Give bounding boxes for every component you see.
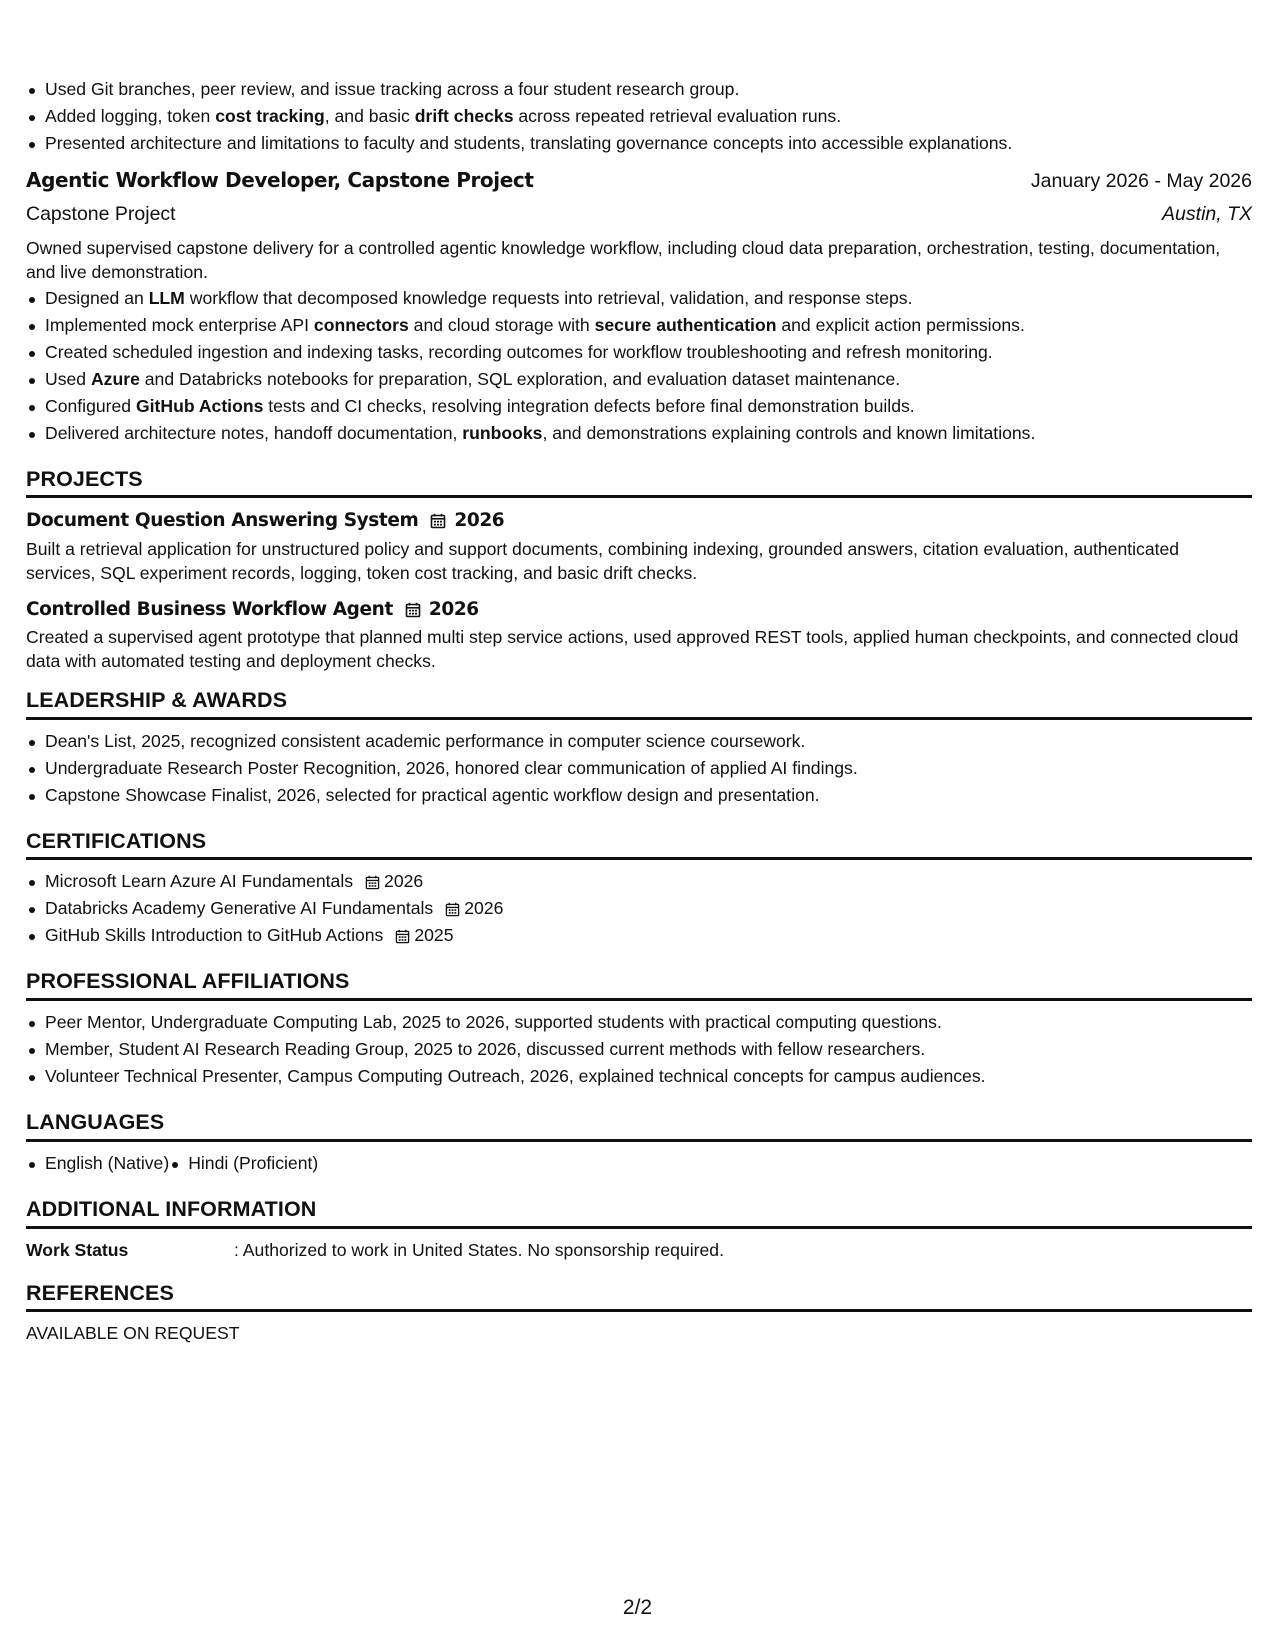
page-number: 2/2 — [622, 1596, 653, 1619]
project-entry — [26, 508, 1252, 585]
work-status-row — [26, 1239, 1252, 1263]
section-heading-projects: PROJECTS — [26, 467, 1252, 499]
calendar-icon — [430, 513, 446, 529]
list-item: Capstone Showcase Finalist, 2026, selected for practical agentic workflow design and presentation. — [26, 784, 1252, 811]
calendar-icon — [405, 602, 421, 618]
project-description: Created a supervised agent prototype that planned multi step service actions, used approved REST tools, applied human checkpoints, and connected cloud data with automated testing and deployment checks. — [26, 627, 1239, 672]
job-title: Agentic Workflow Developer, Capstone Project — [26, 168, 534, 192]
bullet-item: Used Azure and Databricks notebooks for preparation, SQL exploration, and evaluation dataset maintenance. — [26, 368, 1252, 395]
references-text: AVAILABLE ON REQUEST — [26, 1323, 240, 1344]
list-item: Dean's List, 2025, recognized consistent academic performance in computer science coursework. — [26, 730, 1252, 757]
project-title-row — [26, 508, 1252, 533]
list-item: Volunteer Technical Presenter, Campus Computing Outreach, 2026, explained technical concepts for campus audiences. — [26, 1065, 1252, 1092]
project-title: Controlled Business Workflow Agent — [26, 599, 393, 621]
section-heading-certifications: CERTIFICATIONS — [26, 829, 1252, 861]
project-entry — [26, 597, 1252, 674]
list-item: Member, Student AI Research Reading Group, 2025 to 2026, discussed current methods with fellow researchers. — [26, 1038, 1252, 1065]
list-item — [26, 897, 1252, 924]
calendar-icon — [445, 902, 460, 917]
cert-name: GitHub Skills Introduction to GitHub Actions — [45, 925, 384, 946]
bullet-item: Used Git branches, peer review, and issue tracking across a four student research group. — [26, 78, 1252, 105]
section-heading-languages: LANGUAGES — [26, 1110, 1252, 1142]
certifications-list — [26, 870, 1252, 951]
previous-job-bullets — [26, 78, 1252, 159]
job-header — [26, 167, 1252, 195]
work-status-value: : Authorized to work in United States. No sponsorship required. — [234, 1239, 724, 1260]
resume-page-2 — [26, 78, 1252, 1346]
languages-list — [26, 1152, 1252, 1179]
project-description: Built a retrieval application for unstructured policy and support documents, combining indexing, grounded answers, citation evaluation, authenticated services, SQL experiment records, logging, token cost tracking, and basic drift checks. — [26, 538, 1180, 583]
job-entry — [26, 167, 1252, 449]
work-status-label: Work Status — [26, 1239, 129, 1260]
job-subheader — [26, 201, 1252, 228]
cert-name: Databricks Academy Generative AI Fundamentals — [45, 898, 434, 919]
calendar-icon — [365, 875, 380, 890]
bullet-item: Created scheduled ingestion and indexing tasks, recording outcomes for workflow troubleshooting and refresh monitoring. — [26, 341, 1252, 368]
project-title-row — [26, 597, 1252, 622]
job-location: Austin, TX — [1162, 202, 1252, 225]
list-item — [26, 870, 1252, 897]
leadership-list — [26, 730, 1252, 811]
language-item: Hindi (Proficient) — [169, 1152, 318, 1179]
job-summary: Owned supervised capstone delivery for a controlled agentic knowledge workflow, including cloud data preparation, orchestration, testing, documentation, and live demonstration. — [26, 238, 1221, 283]
bullet-item: Configured GitHub Actions tests and CI checks, resolving integration defects before final demonstration builds. — [26, 395, 1252, 422]
cert-year: 2026 — [464, 898, 504, 919]
job-organization: Capstone Project — [26, 202, 176, 225]
bullet-item: Delivered architecture notes, handoff documentation, runbooks, and demonstrations explaining controls and known limitations. — [26, 422, 1252, 449]
cert-year: 2026 — [384, 871, 424, 892]
project-year: 2026 — [428, 599, 479, 621]
section-heading-additional: ADDITIONAL INFORMATION — [26, 1197, 1252, 1229]
cert-name: Microsoft Learn Azure AI Fundamentals — [45, 871, 354, 892]
cert-year: 2025 — [414, 925, 454, 946]
language-item: English (Native) — [26, 1152, 169, 1179]
section-heading-references: REFERENCES — [26, 1281, 1252, 1313]
project-title: Document Question Answering System — [26, 510, 419, 532]
bullet-item: Added logging, token cost tracking, and basic drift checks across repeated retrieval evaluation runs. — [26, 105, 1252, 132]
section-heading-leadership: LEADERSHIP & AWARDS — [26, 688, 1252, 720]
job-dates: January 2026 - May 2026 — [1030, 170, 1252, 192]
calendar-icon — [395, 929, 410, 944]
affiliations-list — [26, 1011, 1252, 1092]
project-year: 2026 — [454, 510, 505, 532]
list-item: Peer Mentor, Undergraduate Computing Lab, 2025 to 2026, supported students with practical computing questions. — [26, 1011, 1252, 1038]
list-item — [26, 924, 1252, 951]
bullet-item: Implemented mock enterprise API connectors and cloud storage with secure authentication and explicit action permissions. — [26, 314, 1252, 341]
list-item: Undergraduate Research Poster Recognition, 2026, honored clear communication of applied AI findings. — [26, 757, 1252, 784]
bullet-item: Designed an LLM workflow that decomposed knowledge requests into retrieval, validation, and response steps. — [26, 287, 1252, 314]
section-heading-affiliations: PROFESSIONAL AFFILIATIONS — [26, 969, 1252, 1001]
job-bullets — [26, 287, 1252, 449]
bullet-item: Presented architecture and limitations to faculty and students, translating governance concepts into accessible explanations. — [26, 132, 1252, 159]
